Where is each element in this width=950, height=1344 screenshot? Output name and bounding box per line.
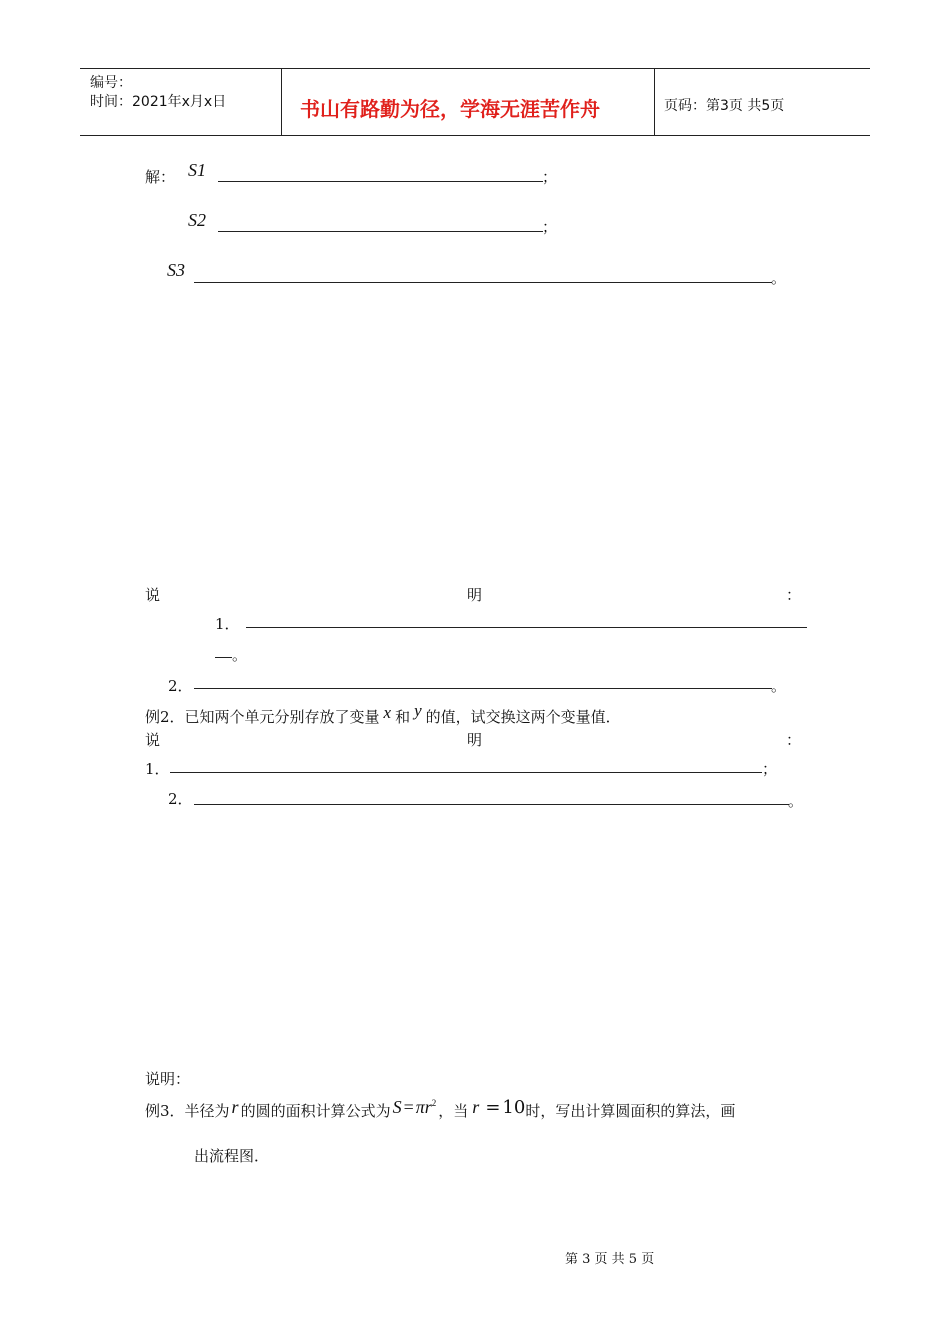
note1-item2-number: 2． bbox=[168, 677, 193, 695]
step-s3-answer-line bbox=[194, 282, 772, 283]
example3-question bbox=[145, 1097, 736, 1121]
example3-cond-value: 10 bbox=[502, 1097, 526, 1118]
example3-formula bbox=[391, 1097, 439, 1117]
note2-item2-line bbox=[194, 804, 789, 805]
header-time-label: 时间：2021年x月x日 bbox=[90, 94, 227, 110]
example3-line2: 出流程图． bbox=[194, 1147, 270, 1165]
note2-shuo: 说 bbox=[145, 731, 161, 749]
example2-suffix: 的值，试交换这两个变量值． bbox=[425, 708, 621, 726]
header-divider-right bbox=[654, 68, 655, 135]
step-s3-end: 。 bbox=[771, 269, 787, 287]
note2-item1-number: 1． bbox=[145, 760, 170, 778]
example3-text2: ，当 bbox=[438, 1102, 469, 1120]
header-divider-left bbox=[281, 68, 282, 135]
example3-prefix: 例3．半径为 bbox=[145, 1102, 230, 1120]
step-s1-label: S1 bbox=[188, 160, 206, 180]
note1-ming: 明 bbox=[467, 586, 483, 604]
header-code-label: 编号： bbox=[90, 75, 132, 91]
note1-item1-line-continued bbox=[215, 657, 232, 658]
formula-r: r bbox=[424, 1097, 432, 1117]
footer-page-number: 第 3 页 共 5 页 bbox=[565, 1252, 655, 1267]
note1-shuo: 说 bbox=[145, 586, 161, 604]
note2-item2-number: 2． bbox=[168, 790, 193, 808]
example2-prefix: 例2．已知两个单元分别存放了变量 bbox=[145, 708, 380, 726]
note1-colon: ： bbox=[786, 586, 802, 604]
header-page-label: 页码：第3页 共5页 bbox=[664, 98, 785, 114]
note1-item2-end: 。 bbox=[771, 677, 787, 695]
formula-exponent: 2 bbox=[431, 1098, 437, 1108]
note2-item1-end: ； bbox=[762, 760, 778, 778]
header-motto: 书山有路勤为径，学海无涯苦作舟 bbox=[300, 97, 600, 121]
example2-mid: 和 bbox=[395, 708, 411, 726]
formula-equals: = bbox=[403, 1097, 414, 1117]
step-s3-label: S3 bbox=[167, 260, 185, 280]
note2-colon: ： bbox=[786, 731, 802, 749]
step-s1-end: ； bbox=[542, 168, 558, 186]
note1-item1-end: 。 bbox=[232, 646, 248, 664]
note2-item2-end: 。 bbox=[788, 792, 804, 810]
note1-item2-line bbox=[194, 688, 772, 689]
example3-var-r: r bbox=[231, 1097, 239, 1117]
example3-text1: 的圆的面积计算公式为 bbox=[240, 1102, 391, 1120]
step-s2-end: ； bbox=[542, 218, 558, 236]
note3-label: 说明： bbox=[145, 1070, 191, 1088]
note2-ming: 明 bbox=[467, 731, 483, 749]
step-s1-answer-line bbox=[218, 181, 543, 182]
step-s2-answer-line bbox=[218, 231, 543, 232]
header-top-border bbox=[80, 68, 870, 69]
example3-cond-r: r bbox=[472, 1097, 480, 1117]
note2-item1-line bbox=[170, 772, 762, 773]
note1-item1-number: 1． bbox=[215, 615, 240, 633]
example2-var-y: y bbox=[414, 701, 422, 720]
example2-var-x: x bbox=[383, 703, 392, 722]
step-s2-label: S2 bbox=[188, 210, 206, 230]
formula-S: S bbox=[392, 1097, 402, 1117]
example3-cond-equals: = bbox=[485, 1097, 501, 1118]
formula-pi: π bbox=[415, 1097, 425, 1117]
header-bottom-border bbox=[80, 135, 870, 136]
example3-text3: 时，写出计算圆面积的算法，画 bbox=[525, 1102, 736, 1120]
note1-item1-line bbox=[246, 627, 807, 628]
example2-question bbox=[145, 701, 621, 727]
solution-label: 解： bbox=[145, 168, 176, 186]
